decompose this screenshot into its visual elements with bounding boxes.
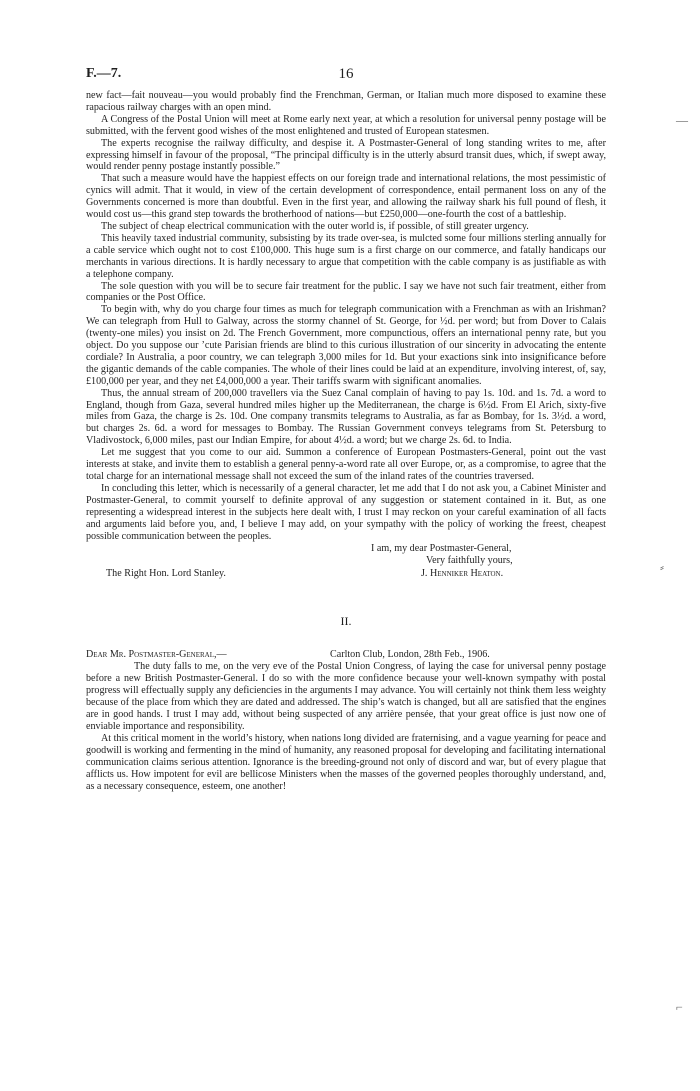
- place-date: Carlton Club, London, 28th Feb., 1906.: [330, 649, 490, 661]
- section-number: II.: [340, 614, 352, 629]
- paragraph: In concluding this letter, which is necessarily of a general character, let me add that I do not ask you, a Cabinet Minister and Postmaster-General, to commit yourself to definite approval of any suggestion or statement contained in it. But, as one representing a widespread interest in the subjects here dealt with, I trust I may reckon on your careful examination of all facts and arguments laid before you, and, I believe I may add, on your sympathy with the policy of working the freest, cheapest possible communication between the peoples.: [86, 482, 606, 542]
- paragraph: new fact—fait nouveau—you would probably find the Frenchman, German, or Italian much more disposed to examine these rapacious railway charges with an open mind.: [86, 90, 606, 113]
- paragraph: Thus, the annual stream of 200,000 travellers via the Suez Canal complain of having to pay 1s. 10d. and 1s. 7d. a word to England, though from Gaza, several hundred miles higher up the Mediterranean, the charge is 6½d. From El Arich, sixty-five miles from Gaza, the charge is 2s. 10d. One company transmits telegrams to Australia, as far as Bombay, for 1s. 3½d. a word, but charges 2s. 6d. a word for messages to Bombay. The Russian Government conveys telegrams from St. Petersburg to Vladivostock, 6,000 miles, past our Indian Empire, for about 4½d. a word; but we charge 2s. 6d. to India.: [86, 387, 606, 447]
- letter-two-heading: [86, 649, 606, 661]
- closing-line: I am, my dear Postmaster-General,: [371, 543, 512, 555]
- paragraph: The sole question with you will be to secure fair treatment for the public. I say we have not such fair treatment, either from companies or the Post Office.: [86, 280, 606, 304]
- paragraph: That such a measure would have the happiest effects on our foreign trade and international relations, the most pessimistic of cynics will admit. That it would, in view of the certain development of correspondence, entail permanent loss on any of the Governments concerned is more than doubtful. Even in the first year, and allowing the railway shark his full pound of flesh, it would cost us—this grand step towards the brotherhood of nations—but £250,000—one-fourth the cost of a battleship.: [86, 173, 606, 221]
- margin-mark: ⌐: [676, 1000, 683, 1014]
- margin-mark: ⸗: [660, 560, 664, 574]
- letter-two-body: [86, 661, 606, 792]
- page-header: [86, 66, 606, 90]
- addressee: The Right Hon. Lord Stanley.: [106, 568, 226, 580]
- paragraph: At this critical moment in the world’s history, when nations long divided are fraternising, and a vague yearning for peace and goodwill is working and fermenting in the mind of humanity, any reasoned proposal for developing and facilitating international communication claims serious attention. Ignorance is the breeding-ground not only of discord and war, but of every plague that afflicts us. How impotent for evil are bellicose Ministers when the masses of the governed peoples thoroughly understand, and, as a necessary consequence, esteem, one another!: [86, 732, 607, 792]
- letter-one-body: [86, 90, 606, 542]
- paragraph: Let me suggest that you come to our aid. Summon a conference of European Postmasters-General, point out the vast interests at stake, and invite them to establish a general penny-a-word rate all over Europe, or, as a compromise, to agree that the total charge for an international message shall not exceed the sum of the inland rates of the countries traversed.: [86, 447, 606, 482]
- paragraph: The experts recognise the railway difficulty, and despise it. A Postmaster-General of long standing writes to me, after expressing himself in favour of the proposal, “The principal difficulty is in the utterly absurd transit dues, which, if swept away, would render penny postage instantly possible.”: [86, 137, 606, 173]
- closing-line: Very faithfully yours,: [426, 555, 513, 567]
- paragraph: To begin with, why do you charge four times as much for telegraph communication with a Frenchman as with an Irishman? We can telegraph from Hull to Galway, across the stormy channel of St. George, for ½d. per word; but from Dover to Calais (twenty-one miles) you insist on 2d. The French Government, more compunctious, offers an international penny rate, but you object. Do you suppose our ’cute Parisian friends are blind to this curious illustration of our sincerity in advocating the entente cordiale? In Australia, a poor country, we can telegraph 3,000 miles for 1d. But your exactions sink into insignificance before the gigantic demands of the cable companies. The whole of their lines could be laid at an expenditure, involving interest, of, say, £100,000 per year, and they net £4,000,000 a year. Their tariffs swarm with significant anomalies.: [86, 304, 606, 387]
- paragraph: A Congress of the Postal Union will meet at Rome early next year, at which a resolution for universal penny postage will be submitted, with the fervent good wishes of the most enlightened and trusted of European statesmen.: [86, 113, 606, 137]
- paragraph: This heavily taxed industrial community, subsisting by its trade over-sea, is mulcted some four millions sterling annually for a cable service which ought not to cost £100,000. This huge sum is a first charge on our commerce, and fatally handicaps our merchants in various directions. It is hardly necessary to argue that competition with the cable company is as justifiable as with a telephone company.: [86, 232, 606, 280]
- document-reference: F.—7.: [86, 66, 122, 81]
- signature: J. Henniker Heaton.: [421, 568, 504, 580]
- margin-mark: —: [676, 113, 688, 127]
- paragraph: The duty falls to me, on the very eve of the Postal Union Congress, of laying the case for universal penny postage before a new British Postmaster-General. I do so with the more confidence because your well-known sympathy with postal progress will effectually supply any deficiencies in the arguments I may advance. You will certainly not think them less weighty because of the place from which they are dated and addressed. The ship’s watch is changed, but all are satisfied that the engines are in good hands. I trust I may add, without being suspected of any arrière pensée, that your great office is just now one of enviable importance and responsibility.: [86, 661, 606, 732]
- page-number: 16: [338, 66, 354, 82]
- paragraph: The subject of cheap electrical communication with the outer world is, if possible, of still greater urgency.: [101, 220, 529, 232]
- salutation: Dear Mr. Postmaster-General,—: [86, 649, 227, 661]
- letter-one-closing: [86, 543, 606, 592]
- document-page: [86, 66, 606, 792]
